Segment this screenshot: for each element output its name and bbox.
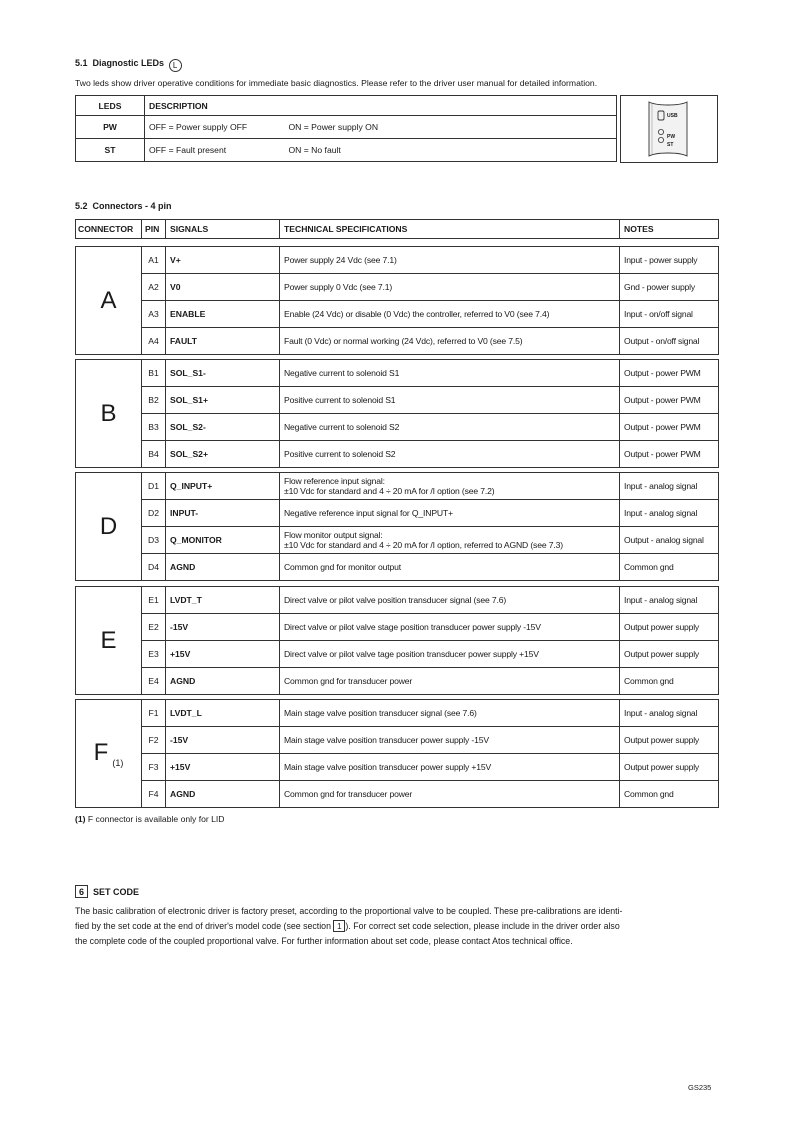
signal-name: -15V xyxy=(166,727,280,754)
note: Output - analog signal xyxy=(620,527,719,554)
spec-line: Main stage valve position transducer power supply +15V xyxy=(284,762,492,772)
pin-row xyxy=(76,441,719,468)
para-line: The basic calibration of electronic driver is factory preset, according to the proportional valve to be coupled. These pre-calibrations are identi- xyxy=(75,906,623,916)
technical-spec xyxy=(280,301,620,328)
connector-footnote-mark: (1) xyxy=(112,758,124,768)
col-description: DESCRIPTION xyxy=(145,96,617,116)
technical-spec xyxy=(280,781,620,808)
signal-name: INPUT- xyxy=(166,500,280,527)
pin-row xyxy=(76,328,719,355)
pin-id: E3 xyxy=(142,641,166,668)
connector-block-b xyxy=(75,359,719,468)
led-off: OFF = Fault present xyxy=(145,139,285,162)
pin-id: A1 xyxy=(142,247,166,274)
note: Common gnd xyxy=(620,781,719,808)
section-6-title xyxy=(75,885,139,898)
connector-block-a xyxy=(75,246,719,355)
para-line: the complete code of the coupled proportional valve. For further information about set code, please contact Atos technical office. xyxy=(75,936,573,946)
pin-id: A3 xyxy=(142,301,166,328)
signal-name: FAULT xyxy=(166,328,280,355)
pin-row xyxy=(76,414,719,441)
led-on: ON = Power supply ON xyxy=(285,116,617,139)
connector-block-d xyxy=(75,472,719,581)
spec-line: ±10 Vdc for standard and 4 ÷ 20 mA for /I option, referred to AGND (see 7.3) xyxy=(284,540,563,550)
spec-line: Flow monitor output signal: xyxy=(284,530,383,540)
spec-line: Enable (24 Vdc) or disable (0 Vdc) the controller, referred to V0 (see 7.4) xyxy=(284,309,550,319)
technical-spec xyxy=(280,328,620,355)
col-notes: NOTES xyxy=(620,220,719,239)
pin-id: B2 xyxy=(142,387,166,414)
section-number: 5.1 xyxy=(75,58,88,68)
note: Output - power PWM xyxy=(620,414,719,441)
pin-row xyxy=(76,614,719,641)
spec-line: Direct valve or pilot valve tage position transducer power supply +15V xyxy=(284,649,539,659)
pin-row xyxy=(76,301,719,328)
pin-id: D3 xyxy=(142,527,166,554)
signal-name: AGND xyxy=(166,781,280,808)
led-name: ST xyxy=(76,139,145,162)
spec-line: Direct valve or pilot valve stage position transducer power supply -15V xyxy=(284,622,541,632)
note: Input - analog signal xyxy=(620,700,719,727)
pin-row xyxy=(76,360,719,387)
spec-line: Common gnd for transducer power xyxy=(284,789,413,799)
connector-letter xyxy=(76,700,142,808)
leds-intro: Two leds show driver operative conditions for immediate basic diagnostics. Please refer to the driver user manual for detailed information. xyxy=(75,78,598,88)
note: Output power supply xyxy=(620,641,719,668)
signal-name: +15V xyxy=(166,754,280,781)
pin-id: E1 xyxy=(142,587,166,614)
footnote-mark: (1) xyxy=(75,814,86,824)
pin-id: B3 xyxy=(142,414,166,441)
spec-line: Fault (0 Vdc) or normal working (24 Vdc), referred to V0 (see 7.5) xyxy=(284,336,523,346)
connectors-header-row xyxy=(76,220,719,239)
spec-line: Flow reference input signal: xyxy=(284,476,385,486)
signal-name: Q_MONITOR xyxy=(166,527,280,554)
connector-letter-text: D xyxy=(99,512,118,540)
note: Input - power supply xyxy=(620,247,719,274)
driver-front-icon xyxy=(621,96,717,162)
spec-line: Direct valve or pilot valve position transducer signal (see 7.6) xyxy=(284,595,507,605)
led-name: PW xyxy=(76,116,145,139)
connector-letter xyxy=(76,473,142,581)
signal-name: AGND xyxy=(166,554,280,581)
badge-l-icon: L xyxy=(169,59,182,72)
para-text: fied by the set code at the end of driver's model code (see section xyxy=(75,921,334,931)
connector-letter-text: B xyxy=(100,399,117,427)
signal-name: AGND xyxy=(166,668,280,695)
col-spec: TECHNICAL SPECIFICATIONS xyxy=(280,220,620,239)
pin-id: B4 xyxy=(142,441,166,468)
technical-spec xyxy=(280,554,620,581)
signal-name: SOL_S1- xyxy=(166,360,280,387)
connector-letter-text: E xyxy=(100,626,117,654)
spec-line: Positive current to solenoid S1 xyxy=(284,395,396,405)
note: Input - analog signal xyxy=(620,473,719,500)
pin-row xyxy=(76,554,719,581)
note: Output - power PWM xyxy=(620,360,719,387)
signal-name: Q_INPUT+ xyxy=(166,473,280,500)
section-ref[interactable]: 1 xyxy=(333,920,345,932)
spec-line: ±10 Vdc for standard and 4 ÷ 20 mA for /I option (see 7.2) xyxy=(284,486,495,496)
pin-row xyxy=(76,527,719,554)
connector-letter-text: A xyxy=(100,286,117,314)
footnote xyxy=(75,814,225,824)
led-row-pw xyxy=(76,116,617,139)
section-5-1-title xyxy=(75,58,182,72)
spec-line: Negative current to solenoid S2 xyxy=(284,422,400,432)
technical-spec xyxy=(280,473,620,500)
led-off: OFF = Power supply OFF xyxy=(145,116,285,139)
note: Input - on/off signal xyxy=(620,301,719,328)
connector-letter xyxy=(76,587,142,695)
technical-spec xyxy=(280,587,620,614)
note: Output power supply xyxy=(620,614,719,641)
led-on: ON = No fault xyxy=(285,139,617,162)
technical-spec xyxy=(280,727,620,754)
pin-id: E4 xyxy=(142,668,166,695)
signal-name: SOL_S2- xyxy=(166,414,280,441)
note: Output power supply xyxy=(620,754,719,781)
technical-spec xyxy=(280,614,620,641)
connector-letter xyxy=(76,247,142,355)
para-text: ). For correct set code selection, please include in the driver order also xyxy=(345,921,620,931)
signal-name: ENABLE xyxy=(166,301,280,328)
connector-letter-text: F xyxy=(93,739,109,766)
technical-spec xyxy=(280,441,620,468)
pin-id: A4 xyxy=(142,328,166,355)
col-signals: SIGNALS xyxy=(166,220,280,239)
pin-id: D4 xyxy=(142,554,166,581)
spec-line: Main stage valve position transducer power supply -15V xyxy=(284,735,489,745)
section-number: 5.2 xyxy=(75,201,88,211)
spec-line: Positive current to solenoid S2 xyxy=(284,449,396,459)
section-5-2-title xyxy=(75,201,172,211)
pin-row xyxy=(76,387,719,414)
st-label: ST xyxy=(667,142,674,148)
technical-spec xyxy=(280,700,620,727)
connector-block-f xyxy=(75,699,719,808)
note: Common gnd xyxy=(620,668,719,695)
technical-spec xyxy=(280,414,620,441)
technical-spec xyxy=(280,387,620,414)
pin-id: F3 xyxy=(142,754,166,781)
signal-name: SOL_S2+ xyxy=(166,441,280,468)
technical-spec xyxy=(280,668,620,695)
spec-line: Common gnd for monitor output xyxy=(284,562,401,572)
pin-id: B1 xyxy=(142,360,166,387)
pin-id: F2 xyxy=(142,727,166,754)
spec-line: Negative reference input signal for Q_INPUT+ xyxy=(284,508,453,518)
technical-spec xyxy=(280,527,620,554)
leds-header-row xyxy=(76,96,617,116)
spec-line: Common gnd for transducer power xyxy=(284,676,413,686)
pin-row xyxy=(76,754,719,781)
signal-name: V0 xyxy=(166,274,280,301)
pin-id: D2 xyxy=(142,500,166,527)
signal-name: LVDT_T xyxy=(166,587,280,614)
pin-id: E2 xyxy=(142,614,166,641)
pin-id: D1 xyxy=(142,473,166,500)
note: Input - analog signal xyxy=(620,500,719,527)
section-heading: Diagnostic LEDs xyxy=(92,58,165,68)
col-leds: LEDS xyxy=(76,96,145,116)
pin-row xyxy=(76,500,719,527)
leds-table xyxy=(75,95,617,162)
pin-id: A2 xyxy=(142,274,166,301)
col-pin: PIN xyxy=(142,220,166,239)
pin-id: F4 xyxy=(142,781,166,808)
technical-spec xyxy=(280,247,620,274)
led-row-st xyxy=(76,139,617,162)
spec-line: Power supply 24 Vdc (see 7.1) xyxy=(284,255,397,265)
connector-letter xyxy=(76,360,142,468)
signal-name: +15V xyxy=(166,641,280,668)
led-diagram xyxy=(620,95,718,163)
signal-name: SOL_S1+ xyxy=(166,387,280,414)
technical-spec xyxy=(280,500,620,527)
pin-row xyxy=(76,247,719,274)
footer-code: GS235 xyxy=(688,1083,712,1092)
section-heading: Connectors - 4 pin xyxy=(92,201,172,211)
connectors-header xyxy=(75,219,719,239)
technical-spec xyxy=(280,274,620,301)
signal-name: V+ xyxy=(166,247,280,274)
para-line xyxy=(75,919,719,934)
col-connector: CONNECTOR xyxy=(76,220,142,239)
pin-row xyxy=(76,668,719,695)
note: Input - analog signal xyxy=(620,587,719,614)
pin-row xyxy=(76,274,719,301)
set-code-paragraph xyxy=(75,904,719,949)
note: Gnd - power supply xyxy=(620,274,719,301)
pin-row xyxy=(76,587,719,614)
spec-line: Negative current to solenoid S1 xyxy=(284,368,400,378)
pin-row xyxy=(76,727,719,754)
pin-row xyxy=(76,473,719,500)
pin-row xyxy=(76,781,719,808)
pin-id: F1 xyxy=(142,700,166,727)
usb-label: USB xyxy=(667,113,678,119)
signal-name: -15V xyxy=(166,614,280,641)
note: Output - on/off signal xyxy=(620,328,719,355)
pw-label: PW xyxy=(667,134,676,140)
connector-block-e xyxy=(75,586,719,695)
note: Common gnd xyxy=(620,554,719,581)
technical-spec xyxy=(280,641,620,668)
pin-row xyxy=(76,641,719,668)
technical-spec xyxy=(280,360,620,387)
note: Output - power PWM xyxy=(620,441,719,468)
section-6-number: 6 xyxy=(75,885,88,898)
section-heading: SET CODE xyxy=(93,887,140,897)
signal-name: LVDT_L xyxy=(166,700,280,727)
spec-line: Power supply 0 Vdc (see 7.1) xyxy=(284,282,393,292)
note: Output power supply xyxy=(620,727,719,754)
note: Output - power PWM xyxy=(620,387,719,414)
spec-line: Main stage valve position transducer signal (see 7.6) xyxy=(284,708,477,718)
footnote-text: F connector is available only for LID xyxy=(85,814,225,824)
technical-spec xyxy=(280,754,620,781)
pin-row xyxy=(76,700,719,727)
